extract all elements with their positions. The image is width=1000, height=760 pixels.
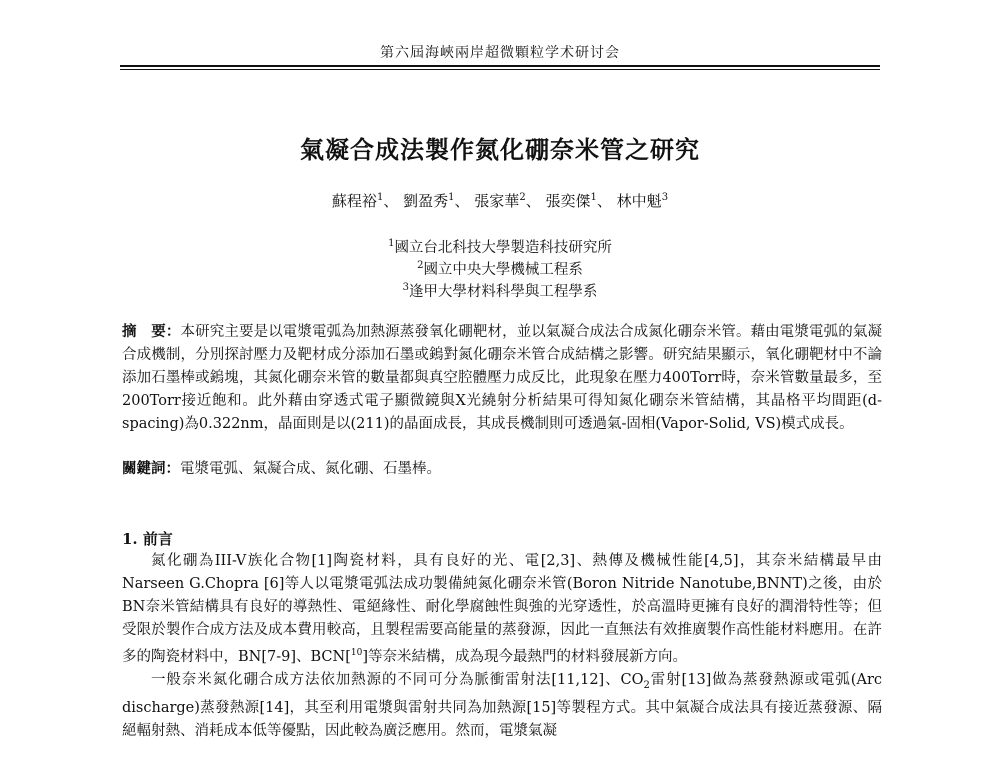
header-rule-thick <box>120 65 880 67</box>
abstract <box>122 320 882 436</box>
abstract-text: 本研究主要是以電漿電弧為加熱源蒸發氧化硼靶材，並以氣凝合成法合成氮化硼奈米管。藉由電漿電弧的氣凝合成機制，分別探討壓力及靶材成分添加石墨或鎢對氮化硼奈米管合成結構之影響。研究結果顯示，氧化硼靶材中不論添加石墨棒或鎢塊，其氮化硼奈米管的數量都與真空腔體壓力成反比，此現象在壓力400Torr時，奈米管數量最多，至200Torr接近飽和。此外藉由穿透式電子顯微鏡與X光繞射分析結果可得知氮化硼奈米管結構，其晶格平均間距(d-spacing)為0.322nm，晶面則是以(211)的晶面成長，其成長機制則可透過氣-固相(Vapor-Solid, VS)模式成長。 <box>122 324 883 432</box>
author-name: 林中魁 <box>616 192 662 210</box>
author-affiliation-mark: 1 <box>448 192 455 203</box>
affiliation-number: 2 <box>417 260 424 272</box>
intro-p2-text-a: 一般奈米氮化硼合成方法依加熱源的不同可分為脈衝雷射法[11,12]、CO <box>151 671 644 688</box>
author-affiliation-mark: 2 <box>519 192 526 203</box>
abstract-label: 摘 要： <box>122 323 181 340</box>
author-separator: 、 <box>596 192 612 210</box>
keywords-text: 電漿電弧、氣凝合成、氮化硼、石墨棒。 <box>180 461 441 477</box>
author-name: 蘇程裕 <box>331 192 377 210</box>
affiliation-number: 1 <box>388 238 395 250</box>
author-affiliation-mark: 3 <box>661 192 669 203</box>
paper-title: 氣凝合成法製作氮化硼奈米管之研究 <box>300 135 700 164</box>
affiliation-text: 逢甲大學材料科學與工程學系 <box>408 284 598 300</box>
intro-paragraph-2 <box>122 669 882 743</box>
author-name: 張家華 <box>474 192 520 210</box>
keywords-label: 關鍵詞： <box>122 460 180 477</box>
affiliation-1 <box>0 236 1000 257</box>
intro-paragraph-1 <box>122 550 882 669</box>
conference-header: 第六屆海峽兩岸超微顆粒学术研讨会 <box>380 45 620 61</box>
section-title-introduction: 1. 前言 <box>122 530 173 548</box>
affiliation-number: 3 <box>402 282 409 294</box>
affiliation-2 <box>0 258 1000 279</box>
author-affiliation-mark: 1 <box>376 192 384 203</box>
author-name: 張奕傑 <box>545 192 591 210</box>
author-separator: 、 <box>454 192 470 210</box>
author-affiliation-mark: 1 <box>590 192 597 203</box>
header-rule-thin <box>120 69 880 70</box>
author-separator: 、 <box>383 192 399 210</box>
author-list <box>0 190 1000 211</box>
intro-p2-text-b: 雷射[13]做為蒸發熱源或電弧(Arc discharge)蒸發熱源[14]，其至利用電漿與雷射共同為加熱源[15]等製程方式。其中氣凝合成法具有接近蒸發源、隔絕輻射熱、消耗成本低等優點，因此較為廣泛應用。然而，電漿氣凝 <box>122 671 882 739</box>
affiliation-text: 國立台北科技大學製造科技研究所 <box>394 240 612 256</box>
citation-superscript: 10 <box>350 648 363 658</box>
author-separator: 、 <box>525 192 541 210</box>
co2-subscript: 2 <box>643 679 650 691</box>
introduction-body <box>122 550 882 743</box>
intro-p1-text-a: 氮化硼為III-V族化合物[1]陶瓷材料，具有良好的光、電[2,3]、熱傳及機械性能[4,5]，其奈米結構最早由Narseen G.Chopra [6]等人以電漿電弧法成功製備純氮化硼奈米管(Boron Nitride Nanotube,BNNT)之後，由於BN奈米管結構具有良好的導熱性、電絕緣性、耐化學腐蝕性與強的光穿透性，於高溫時更擁有良好的潤滑特性等；但受限於製作合成方法及成本費用較高，且製程需要高能量的蒸發源，因此一直無法有效推廣製作高性能材料應用。在許多的陶瓷材料中，BN[7-9]、BCN[ <box>122 553 882 665</box>
affiliation-text: 國立中央大學機械工程系 <box>423 262 583 278</box>
affiliation-3 <box>0 280 1000 301</box>
author-name: 劉盈秀 <box>403 192 449 210</box>
intro-p1-text-b: ]等奈米結構，成為現今最熱門的材料發展新方向。 <box>362 648 687 665</box>
keywords <box>122 457 882 481</box>
